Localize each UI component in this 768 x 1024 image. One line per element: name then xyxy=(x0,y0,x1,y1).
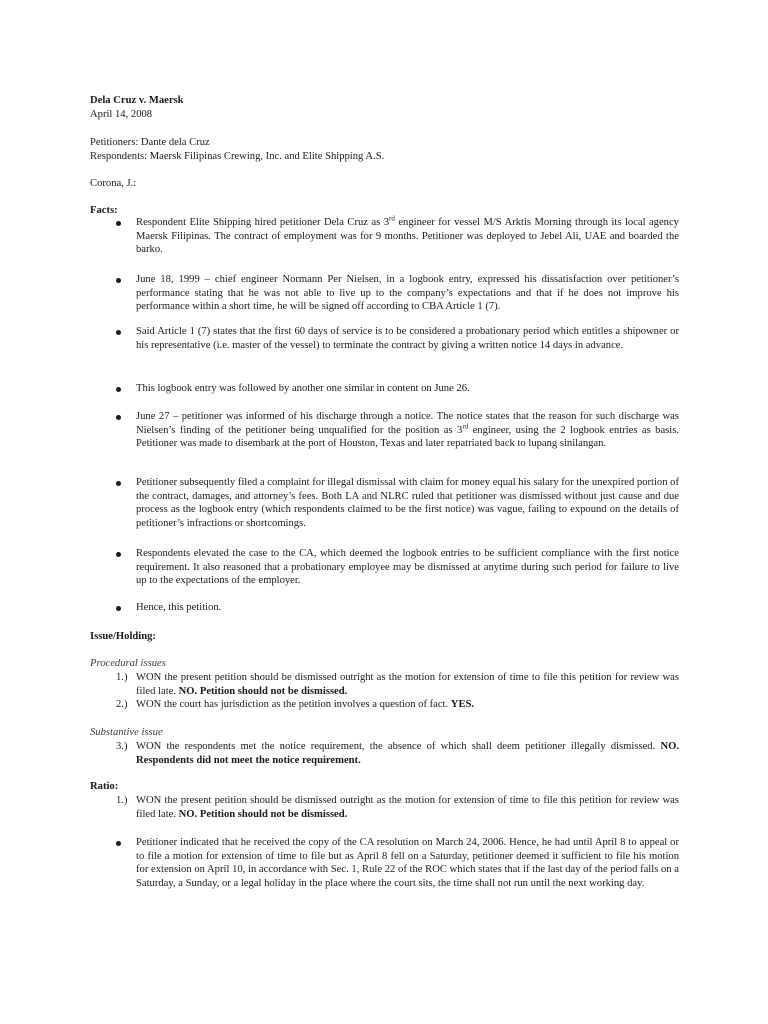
issue-number: 1.) xyxy=(116,672,128,683)
fact-superscript: rd xyxy=(389,214,395,223)
issue-holding: YES. xyxy=(450,699,475,710)
bullet-icon xyxy=(116,330,121,335)
issue-item xyxy=(136,671,679,698)
decision-date: April 14, 2008 xyxy=(90,109,153,120)
procedural-issues-label: Procedural issues xyxy=(90,658,166,669)
fact-item xyxy=(136,410,679,451)
issue-number: 3.) xyxy=(116,741,128,752)
respondents-line: Respondents: Maersk Filipinas Crewing, Inc. and Elite Shipping A.S. xyxy=(90,151,385,162)
fact-text-cont: engineer for vessel M/S Arktis Morning through its local agency Maersk Filipinas. The contract of employment was for 9 months. Petitioner was deployed to Jebel Ali, UAE and boarded the barko. xyxy=(136,217,679,256)
ratio-heading: Ratio: xyxy=(90,781,119,792)
bullet-icon xyxy=(116,221,121,226)
fact-item: Said Article 1 (7) states that the first 60 days of service is to be considered a probationary period which entitles a shipowner or his representative (i.e. master of the vessel) to terminate the contract by giving a written notice 14 days in advance. xyxy=(136,326,679,351)
substantive-issue-label: Substantive issue xyxy=(90,727,163,738)
ratio-text: WON the present petition should be dismissed outright as the motion for extension of time to file this petition for review was filed late. xyxy=(136,795,679,820)
ratio-holding: NO. Petition should not be dismissed. xyxy=(178,808,348,820)
issue-holding: NO. Petition should not be dismissed. xyxy=(178,685,348,697)
bullet-icon xyxy=(116,481,121,486)
fact-item xyxy=(136,216,679,257)
issue-text: WON the respondents met the notice requirement, the absence of which shall deem petitioner illegally dismissed. xyxy=(136,741,661,752)
issue-holding: NO. Respondents did not meet the notice requirement. xyxy=(136,741,679,766)
fact-text: June 27 – petitioner was informed of his discharge through a notice. The notice states that the reason for such discharge was Nielsen’s finding of the petitioner being unqualified for the position as 3 xyxy=(136,411,679,436)
bullet-icon xyxy=(116,278,121,283)
issue-text: WON the court has jurisdiction as the petition involves a question of fact. xyxy=(136,699,451,710)
fact-text-cont: engineer, using the 2 logbook entries as basis. Petitioner was made to disembark at the port of Houston, Texas and later repatriated back to lupang sinilangan. xyxy=(136,424,679,450)
fact-item: This logbook entry was followed by another one similar in content on June 26. xyxy=(136,383,470,394)
issue-item xyxy=(136,698,679,712)
fact-item: Hence, this petition. xyxy=(136,602,222,613)
fact-item: Petitioner subsequently filed a complaint for illegal dismissal with claim for money equal his salary for the unexpired portion of the contract, damages, and attorney’s fees. Both LA and NLRC ruled that petitioner was dismissed without just cause and due process as the logbook entry (which respondents claimed to be the first notice) was vague, failing to expound on the details of petitioner’s infractions or shortcomings. xyxy=(136,477,679,529)
issue-heading: Issue/Holding: xyxy=(90,631,156,642)
issue-number: 2.) xyxy=(116,699,128,710)
issue-item xyxy=(136,740,679,767)
facts-heading: Facts: xyxy=(90,205,118,216)
issue-text: WON the present petition should be dismissed outright as the motion for extension of time to file this petition for review was filed late. xyxy=(136,672,679,697)
bullet-icon xyxy=(116,841,121,846)
case-title: Dela Cruz v. Maersk xyxy=(90,95,184,106)
ratio-item xyxy=(136,794,679,821)
bullet-icon xyxy=(116,387,121,392)
bullet-icon xyxy=(116,552,121,557)
fact-text: Respondent Elite Shipping hired petitioner Dela Cruz as 3 xyxy=(136,217,390,228)
ratio-bullet: Petitioner indicated that he received the copy of the CA resolution on March 24, 2006. Hence, he had until April 8 to appeal or to file a motion for extension of time to file but as April 8 fell on a Saturday, petitioner deemed it sufficient to file his motion for extension on April 10, in accordance with Sec. 1, Rule 22 of the ROC which states that if the last day of the period falls on a Saturday, a Sunday, or a legal holiday in the place where the court sits, the time shall not run until the next working day. xyxy=(136,837,679,889)
bullet-icon xyxy=(116,606,121,611)
ratio-number: 1.) xyxy=(116,795,128,806)
fact-superscript: rd xyxy=(462,422,469,431)
petitioners-line: Petitioners: Dante dela Cruz xyxy=(90,137,210,148)
fact-item: Respondents elevated the case to the CA, which deemed the logbook entries to be sufficient compliance with the first notice requirement. It also reasoned that a probationary employee may be dismissed at anytime during such period for failure to live up to the expectations of the employer. xyxy=(136,548,679,587)
fact-item: June 18, 1999 – chief engineer Normann Per Nielsen, in a logbook entry, expressed his dissatisfaction over petitioner’s performance stating that he was not able to live up to the company’s expectations and that if he does not improve his performance within a short time, he will be signed off according to CBA Article 1 (7). xyxy=(136,274,679,313)
ponente-line: Corona, J.: xyxy=(90,178,137,189)
bullet-icon xyxy=(116,415,121,420)
